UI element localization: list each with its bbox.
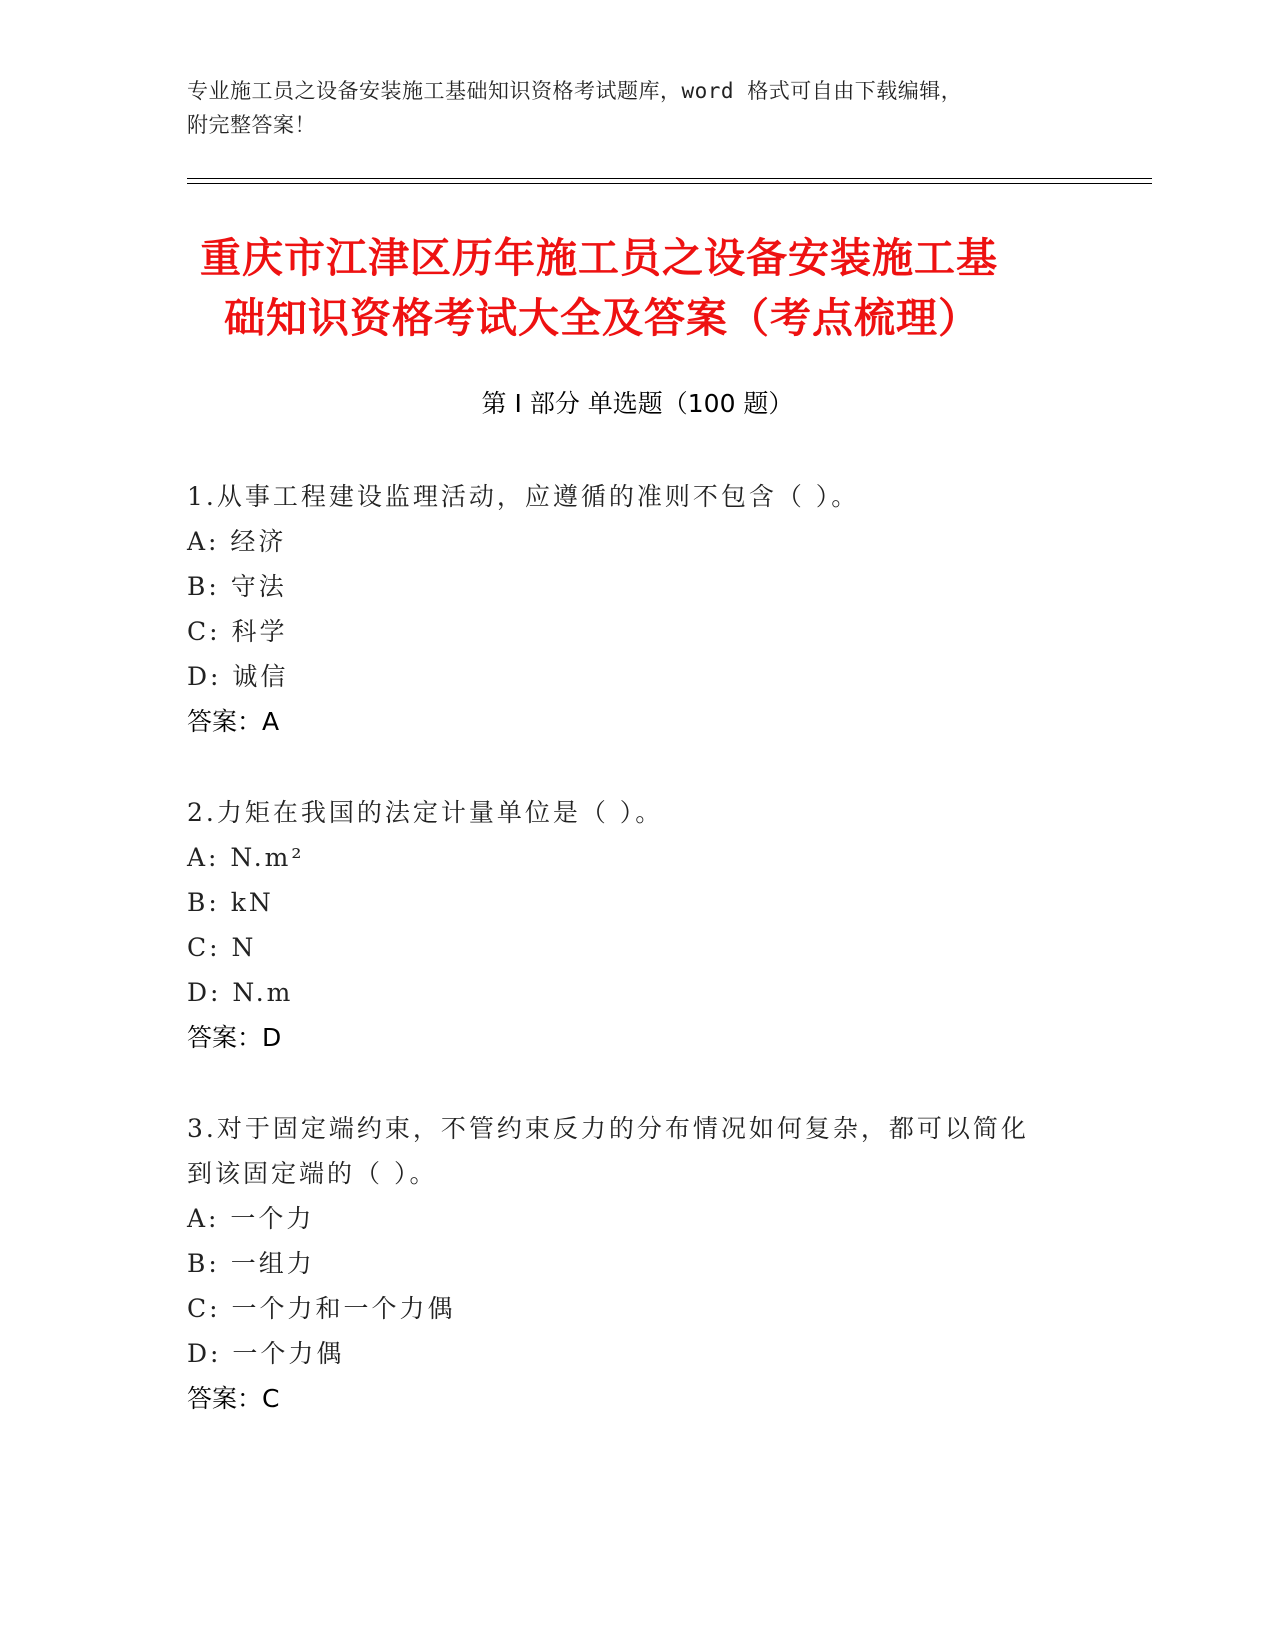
question-1 bbox=[187, 474, 1067, 744]
option-a: A: 经济 bbox=[187, 527, 287, 556]
option-c: C: 一个力和一个力偶 bbox=[187, 1294, 456, 1323]
header-note bbox=[187, 74, 1087, 142]
question-stem-line-2: 到该固定端的（ ）。 bbox=[187, 1159, 438, 1188]
option-b: B: 一组力 bbox=[187, 1249, 315, 1278]
answer: 答案：A bbox=[187, 707, 280, 736]
document-title-line-2: 础知识资格考试大全及答案（考点梳理） bbox=[224, 294, 980, 342]
header-divider-top bbox=[187, 178, 1152, 179]
option-d: D: 诚信 bbox=[187, 662, 289, 691]
question-2 bbox=[187, 790, 1067, 1060]
question-stem: 2.力矩在我国的法定计量单位是（ ）。 bbox=[187, 798, 664, 827]
option-d: D: 一个力偶 bbox=[187, 1339, 345, 1368]
question-stem-line-1: 3.对于固定端约束，不管约束反力的分布情况如何复杂，都可以简化 bbox=[187, 1114, 1029, 1143]
section-title: 第 I 部分 单选题（100 题） bbox=[481, 389, 794, 418]
option-b: B: 守法 bbox=[187, 572, 287, 601]
document-title-line-1: 重庆市江津区历年施工员之设备安装施工基 bbox=[200, 234, 998, 282]
option-d: D: N.m bbox=[187, 978, 294, 1007]
option-a: A: N.m² bbox=[187, 843, 305, 872]
header-note-line-2: 附完整答案！ bbox=[187, 113, 316, 137]
option-b: B: kN bbox=[187, 888, 274, 917]
header-divider-bottom bbox=[187, 183, 1152, 184]
option-a: A: 一个力 bbox=[187, 1204, 315, 1233]
document-title bbox=[200, 228, 1080, 348]
answer: 答案：C bbox=[187, 1384, 280, 1413]
answer: 答案：D bbox=[187, 1023, 282, 1052]
option-c: C: 科学 bbox=[187, 617, 288, 646]
question-list bbox=[187, 474, 1067, 1467]
question-stem: 1.从事工程建设监理活动，应遵循的准则不包含（ ）。 bbox=[187, 482, 860, 511]
option-c: C: N bbox=[187, 933, 257, 962]
question-3 bbox=[187, 1106, 1067, 1421]
header-note-line-1: 专业施工员之设备安装施工基础知识资格考试题库，word 格式可自由下载编辑， bbox=[187, 79, 963, 103]
